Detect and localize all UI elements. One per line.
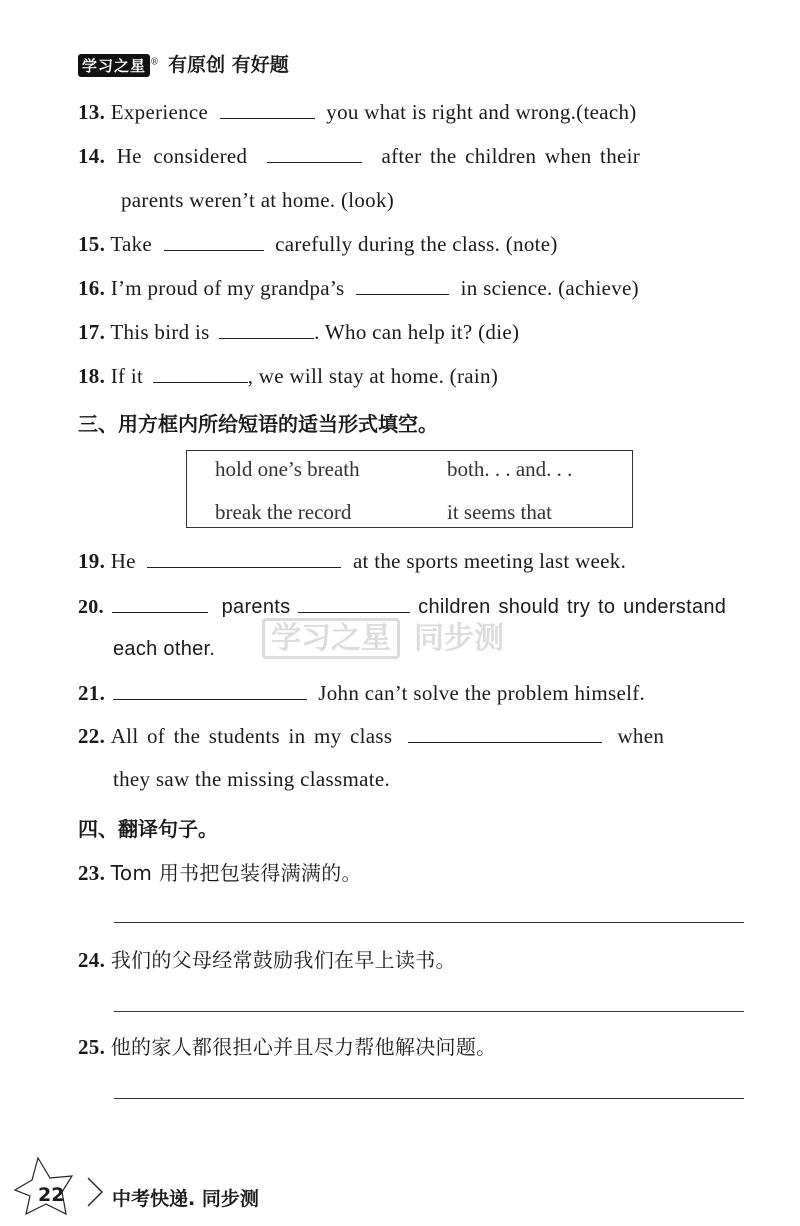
section-4-title: 四、翻译句子。 [78, 817, 218, 841]
phrase-item: both. . . and. . . [447, 457, 573, 481]
question-number: 19. [78, 549, 106, 573]
question-13 [78, 100, 637, 125]
question-23 [78, 857, 362, 886]
question-15 [78, 232, 558, 257]
question-text: He considered [116, 144, 248, 168]
question-text: He [110, 549, 136, 573]
question-text: , we will stay at home. (rain) [247, 364, 499, 388]
question-text: This bird is [110, 320, 210, 344]
answer-blank[interactable] [164, 232, 264, 251]
answer-blank[interactable] [298, 594, 410, 613]
question-text: you what is right and wrong. [326, 100, 577, 124]
question-text: All of the students in my class [110, 724, 393, 748]
question-21 [78, 681, 645, 706]
question-text: carefully during the class. (note) [275, 232, 558, 256]
page-footer [10, 1150, 330, 1220]
question-text: after the children when their [381, 144, 641, 168]
question-text: Tom 用书把包装得满满的。 [110, 861, 362, 885]
phrase-box [186, 450, 633, 528]
question-text: children should try to understand [418, 596, 727, 618]
watermark-logo: 学习之星 [262, 618, 400, 659]
question-text: at the sports meeting last week. [352, 549, 627, 573]
question-text: If it [110, 364, 144, 388]
question-18 [78, 364, 498, 389]
answer-blank[interactable] [153, 364, 248, 383]
question-number: 13. [78, 100, 106, 124]
registered-mark: ® [150, 57, 160, 68]
question-19 [78, 549, 626, 574]
answer-blank[interactable] [219, 320, 314, 339]
section-3-title: 三、用方框内所给短语的适当形式填空。 [78, 412, 438, 436]
brand-logo: 学习之星 [78, 54, 150, 77]
header-slogan: 有原创 有好题 [168, 54, 289, 76]
answer-blank[interactable] [408, 724, 602, 743]
question-number: 22. [78, 724, 106, 748]
watermark-text: 同步测 [414, 621, 504, 656]
phrase-item: break the record [215, 500, 352, 524]
question-22-line2: they saw the missing classmate. [113, 767, 390, 791]
question-number: 18. [78, 364, 106, 388]
question-14 [78, 144, 640, 169]
answer-blank[interactable] [113, 681, 307, 700]
phrase-item: hold one’s breath [215, 457, 360, 481]
answer-blank[interactable] [112, 594, 208, 613]
question-14-line2: parents weren’t at home. (look) [121, 188, 395, 212]
star-icon [10, 1150, 120, 1220]
question-number: 20. [78, 596, 104, 618]
question-text: I’m proud of my grandpa’s [110, 276, 345, 300]
question-22 [78, 724, 664, 749]
question-text: when [617, 724, 665, 748]
question-25 [78, 1031, 496, 1060]
question-text: 他的家人都很担心并且尽力帮他解决问题。 [110, 1035, 497, 1059]
question-number: 21. [78, 681, 106, 705]
question-text: 我们的父母经常鼓励我们在早上读书。 [110, 948, 456, 972]
question-number: 25. [78, 1035, 106, 1059]
watermark [262, 613, 504, 657]
page-header [78, 50, 289, 77]
answer-line[interactable] [114, 922, 744, 923]
question-number: 15. [78, 232, 106, 256]
footer-title: 中考快递. 同步测 [112, 1188, 259, 1210]
question-number: 16. [78, 276, 106, 300]
page-number: 22 [38, 1184, 65, 1206]
question-number: 14. [78, 144, 106, 168]
question-20 [78, 594, 726, 619]
question-text: . Who can help it? (die) [314, 320, 520, 344]
question-number: 24. [78, 948, 106, 972]
question-text: John can’t solve the problem himself. [318, 681, 646, 705]
question-24 [78, 944, 456, 973]
answer-blank[interactable] [147, 549, 341, 568]
question-20-line2: each other. [113, 638, 216, 660]
question-text: in science. (achieve) [460, 276, 639, 300]
answer-line[interactable] [114, 1098, 744, 1099]
question-text: Experience [110, 100, 209, 124]
question-17 [78, 320, 519, 345]
answer-blank[interactable] [267, 144, 362, 163]
answer-line[interactable] [114, 1011, 744, 1012]
answer-blank[interactable] [220, 100, 315, 119]
answer-blank[interactable] [356, 276, 449, 295]
question-text: parents [221, 596, 291, 618]
question-text: Take [110, 232, 153, 256]
question-16 [78, 276, 639, 301]
phrase-item: it seems that [447, 500, 552, 524]
question-number: 17. [78, 320, 106, 344]
question-hint: (teach) [576, 100, 637, 124]
question-number: 23. [78, 861, 106, 885]
